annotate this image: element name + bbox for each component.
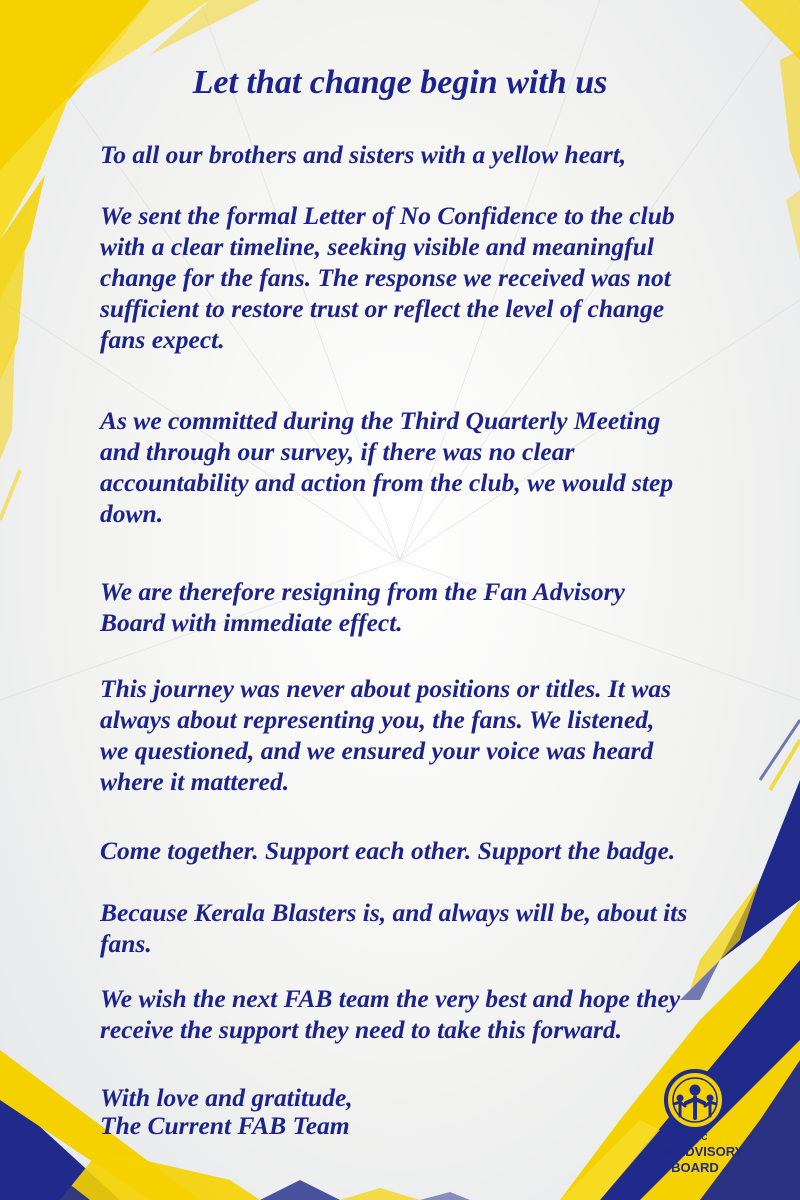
logo-line2-text: BOARD (671, 1160, 719, 1175)
closing: With love and gratitude, (100, 1083, 353, 1112)
signature: The Current FAB Team (100, 1111, 350, 1140)
paragraph-journey: This journey was never about positions or titles. It was always about representing you, the fans. We listened, we questioned, and we ensured your voice was heard where it mattered. (100, 674, 672, 796)
paragraph-no-confidence: We sent the formal Letter of No Confidence to the club with a clear timeline, seeking visible and meaningful change for the fans. The response we received was not sufficient to restore trust or reflect the level of change fans expect. (100, 201, 675, 354)
paragraph-come-together: Come together. Support each other. Support the badge. (100, 836, 676, 865)
salutation: To all our brothers and sisters with a yellow heart, (100, 140, 627, 169)
top-right-yellow-strokes (740, 0, 800, 260)
logo-club-text: KBFC (682, 1132, 708, 1142)
fab-logo (634, 1068, 756, 1184)
paragraph-commitment: As we committed during the Third Quarterly Meeting and through our survey, if there was no clear accountability and action from the club, we would step down. (100, 406, 674, 528)
logo-line1-text: FAN ADVISORY (646, 1144, 744, 1159)
logo-emblem-icon (666, 1071, 724, 1129)
paragraph-next-team: We wish the next FAB team the very best and hope they receive the support they need to take this forward. (100, 984, 681, 1044)
paragraph-kerala-blasters: Because Kerala Blasters is, and always will be, about its fans. (100, 898, 688, 958)
paragraph-resignation: We are therefore resigning from the Fan Advisory Board with immediate effect. (100, 577, 625, 637)
letter-title: Let that change begin with us (192, 64, 608, 101)
